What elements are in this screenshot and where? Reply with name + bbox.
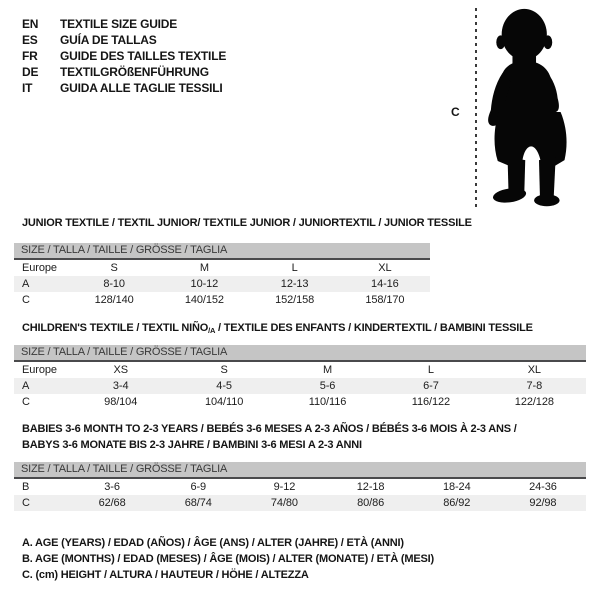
footnote-c: C. (cm) HEIGHT / ALTURA / HAUTEUR / HÖHE / ALTEZZA <box>22 569 309 581</box>
months-cell: 24-36 <box>529 481 557 493</box>
language-label: GUIDE DES TAILLES TEXTILE <box>60 49 227 63</box>
language-label: TEXTILGRÖßENFÜHRUNG <box>60 65 209 79</box>
table-row-europe <box>14 362 586 378</box>
height-cell: 122/128 <box>514 396 554 408</box>
age-cell: 7-8 <box>526 380 543 392</box>
age-cell: 12-13 <box>280 278 309 290</box>
age-cell: 5-6 <box>319 380 336 392</box>
row-label: C <box>22 294 30 306</box>
section-title-children <box>22 320 533 339</box>
language-row-fr <box>22 48 226 64</box>
months-cell: 3-6 <box>104 481 120 493</box>
table-row-months <box>14 479 586 495</box>
section-title-line2: BABYS 3-6 MONATE BIS 2-3 JAHRE / BAMBINI 3-6 MESI A 2-3 ANNI <box>22 439 362 451</box>
size-cell: S <box>220 364 228 376</box>
height-cell: 74/80 <box>270 497 298 509</box>
section-title-junior <box>22 215 472 231</box>
height-cell: 80/86 <box>357 497 385 509</box>
row-label: A <box>22 380 30 392</box>
table-row-height <box>14 292 430 308</box>
section-title-subscript: /A <box>208 326 216 335</box>
age-cell: 14-16 <box>371 278 399 290</box>
section-title-text: CHILDREN'S TEXTILE / TEXTIL NIÑO <box>22 322 209 334</box>
size-cell: XS <box>113 364 128 376</box>
language-row-es <box>22 32 226 48</box>
table-row-age <box>14 378 586 394</box>
size-header-bar: SIZE / TALLA / TAILLE / GRÖSSE / TAGLIA <box>14 243 430 260</box>
language-code: DE <box>22 65 39 79</box>
baby-silhouette-image <box>478 2 598 218</box>
section-title-text: JUNIOR TEXTILE / TEXTIL JUNIOR/ TEXTILE JUNIOR / JUNIORTEXTIL / JUNIOR TESSILE <box>22 217 472 229</box>
size-cell: S <box>110 262 118 274</box>
language-code: IT <box>22 81 33 95</box>
height-cell: 68/74 <box>184 497 212 509</box>
row-label: B <box>22 481 30 493</box>
age-cell: 6-7 <box>423 380 439 392</box>
language-code: FR <box>22 49 38 63</box>
months-cell: 6-9 <box>190 481 207 493</box>
height-measure-dashed-line-icon <box>475 8 477 211</box>
language-label: TEXTILE SIZE GUIDE <box>60 17 178 31</box>
children-size-table <box>14 345 586 410</box>
language-code: ES <box>22 33 38 47</box>
height-cell: 86/92 <box>443 497 471 509</box>
language-row-it <box>22 80 226 96</box>
section-title-babies <box>22 421 517 453</box>
height-cell: 92/98 <box>529 497 557 509</box>
table-rows <box>14 260 430 308</box>
footnote-b: B. AGE (MONTHS) / EDAD (MESES) / ÂGE (MOIS) / ALTER (MONATE) / ETÀ (MESI) <box>22 553 434 565</box>
height-marker-label: C <box>451 105 460 119</box>
months-cell: 18-24 <box>442 481 471 493</box>
section-title-line1: BABIES 3-6 MONTH TO 2-3 YEARS / BEBÉS 3-6 MESES A 2-3 AÑOS / BÉBÉS 3-6 MOIS À 2-3 ANS / <box>22 423 517 435</box>
footnote-a: A. AGE (YEARS) / EDAD (AÑOS) / ÂGE (ANS) / ALTER (JAHRE) / ETÀ (ANNI) <box>22 537 404 549</box>
junior-size-table <box>14 243 430 308</box>
language-row-en <box>22 16 226 32</box>
height-cell: 140/152 <box>184 294 224 306</box>
size-cell: L <box>291 262 298 274</box>
size-header-bar: SIZE / TALLA / TAILLE / GRÖSSE / TAGLIA <box>14 345 586 362</box>
table-row-height <box>14 495 586 511</box>
table-row-height <box>14 394 586 410</box>
age-cell: 3-4 <box>112 380 129 392</box>
row-label: C <box>22 497 30 509</box>
row-label: Europe <box>22 364 57 376</box>
footnotes <box>22 535 434 583</box>
height-cell: 98/104 <box>104 396 138 408</box>
height-cell: 104/110 <box>204 396 244 408</box>
age-cell: 4-5 <box>216 380 232 392</box>
section-title-text: / TEXTILE DES ENFANTS / KINDERTEXTIL / BAMBINI TESSILE <box>215 322 533 334</box>
height-cell: 128/140 <box>94 294 134 306</box>
table-rows <box>14 479 586 511</box>
language-code: EN <box>22 17 39 31</box>
height-cell: 62/68 <box>98 497 126 509</box>
height-cell: 110/116 <box>308 396 347 408</box>
size-cell: L <box>427 364 434 376</box>
age-cell: 8-10 <box>103 278 125 290</box>
table-rows <box>14 362 586 410</box>
language-label: GUIDA ALLE TAGLIE TESSILI <box>60 81 223 95</box>
height-cell: 158/170 <box>365 294 405 306</box>
size-header-bar: SIZE / TALLA / TAILLE / GRÖSSE / TAGLIA <box>14 462 586 479</box>
size-cell: XL <box>378 262 392 274</box>
size-cell: M <box>322 364 333 376</box>
age-cell: 10-12 <box>190 278 219 290</box>
months-cell: 12-18 <box>356 481 385 493</box>
language-list <box>22 16 226 96</box>
language-label: GUÍA DE TALLAS <box>60 33 157 47</box>
height-cell: 152/158 <box>275 294 315 306</box>
row-label: C <box>22 396 30 408</box>
babies-size-table <box>14 462 586 511</box>
table-row-age <box>14 276 430 292</box>
height-cell: 116/122 <box>411 396 451 408</box>
row-label: Europe <box>22 262 57 274</box>
size-cell: M <box>199 262 209 274</box>
table-row-europe <box>14 260 430 276</box>
language-row-de <box>22 64 226 80</box>
row-label: A <box>22 278 30 290</box>
size-cell: XL <box>527 364 541 376</box>
months-cell: 9-12 <box>273 481 296 493</box>
